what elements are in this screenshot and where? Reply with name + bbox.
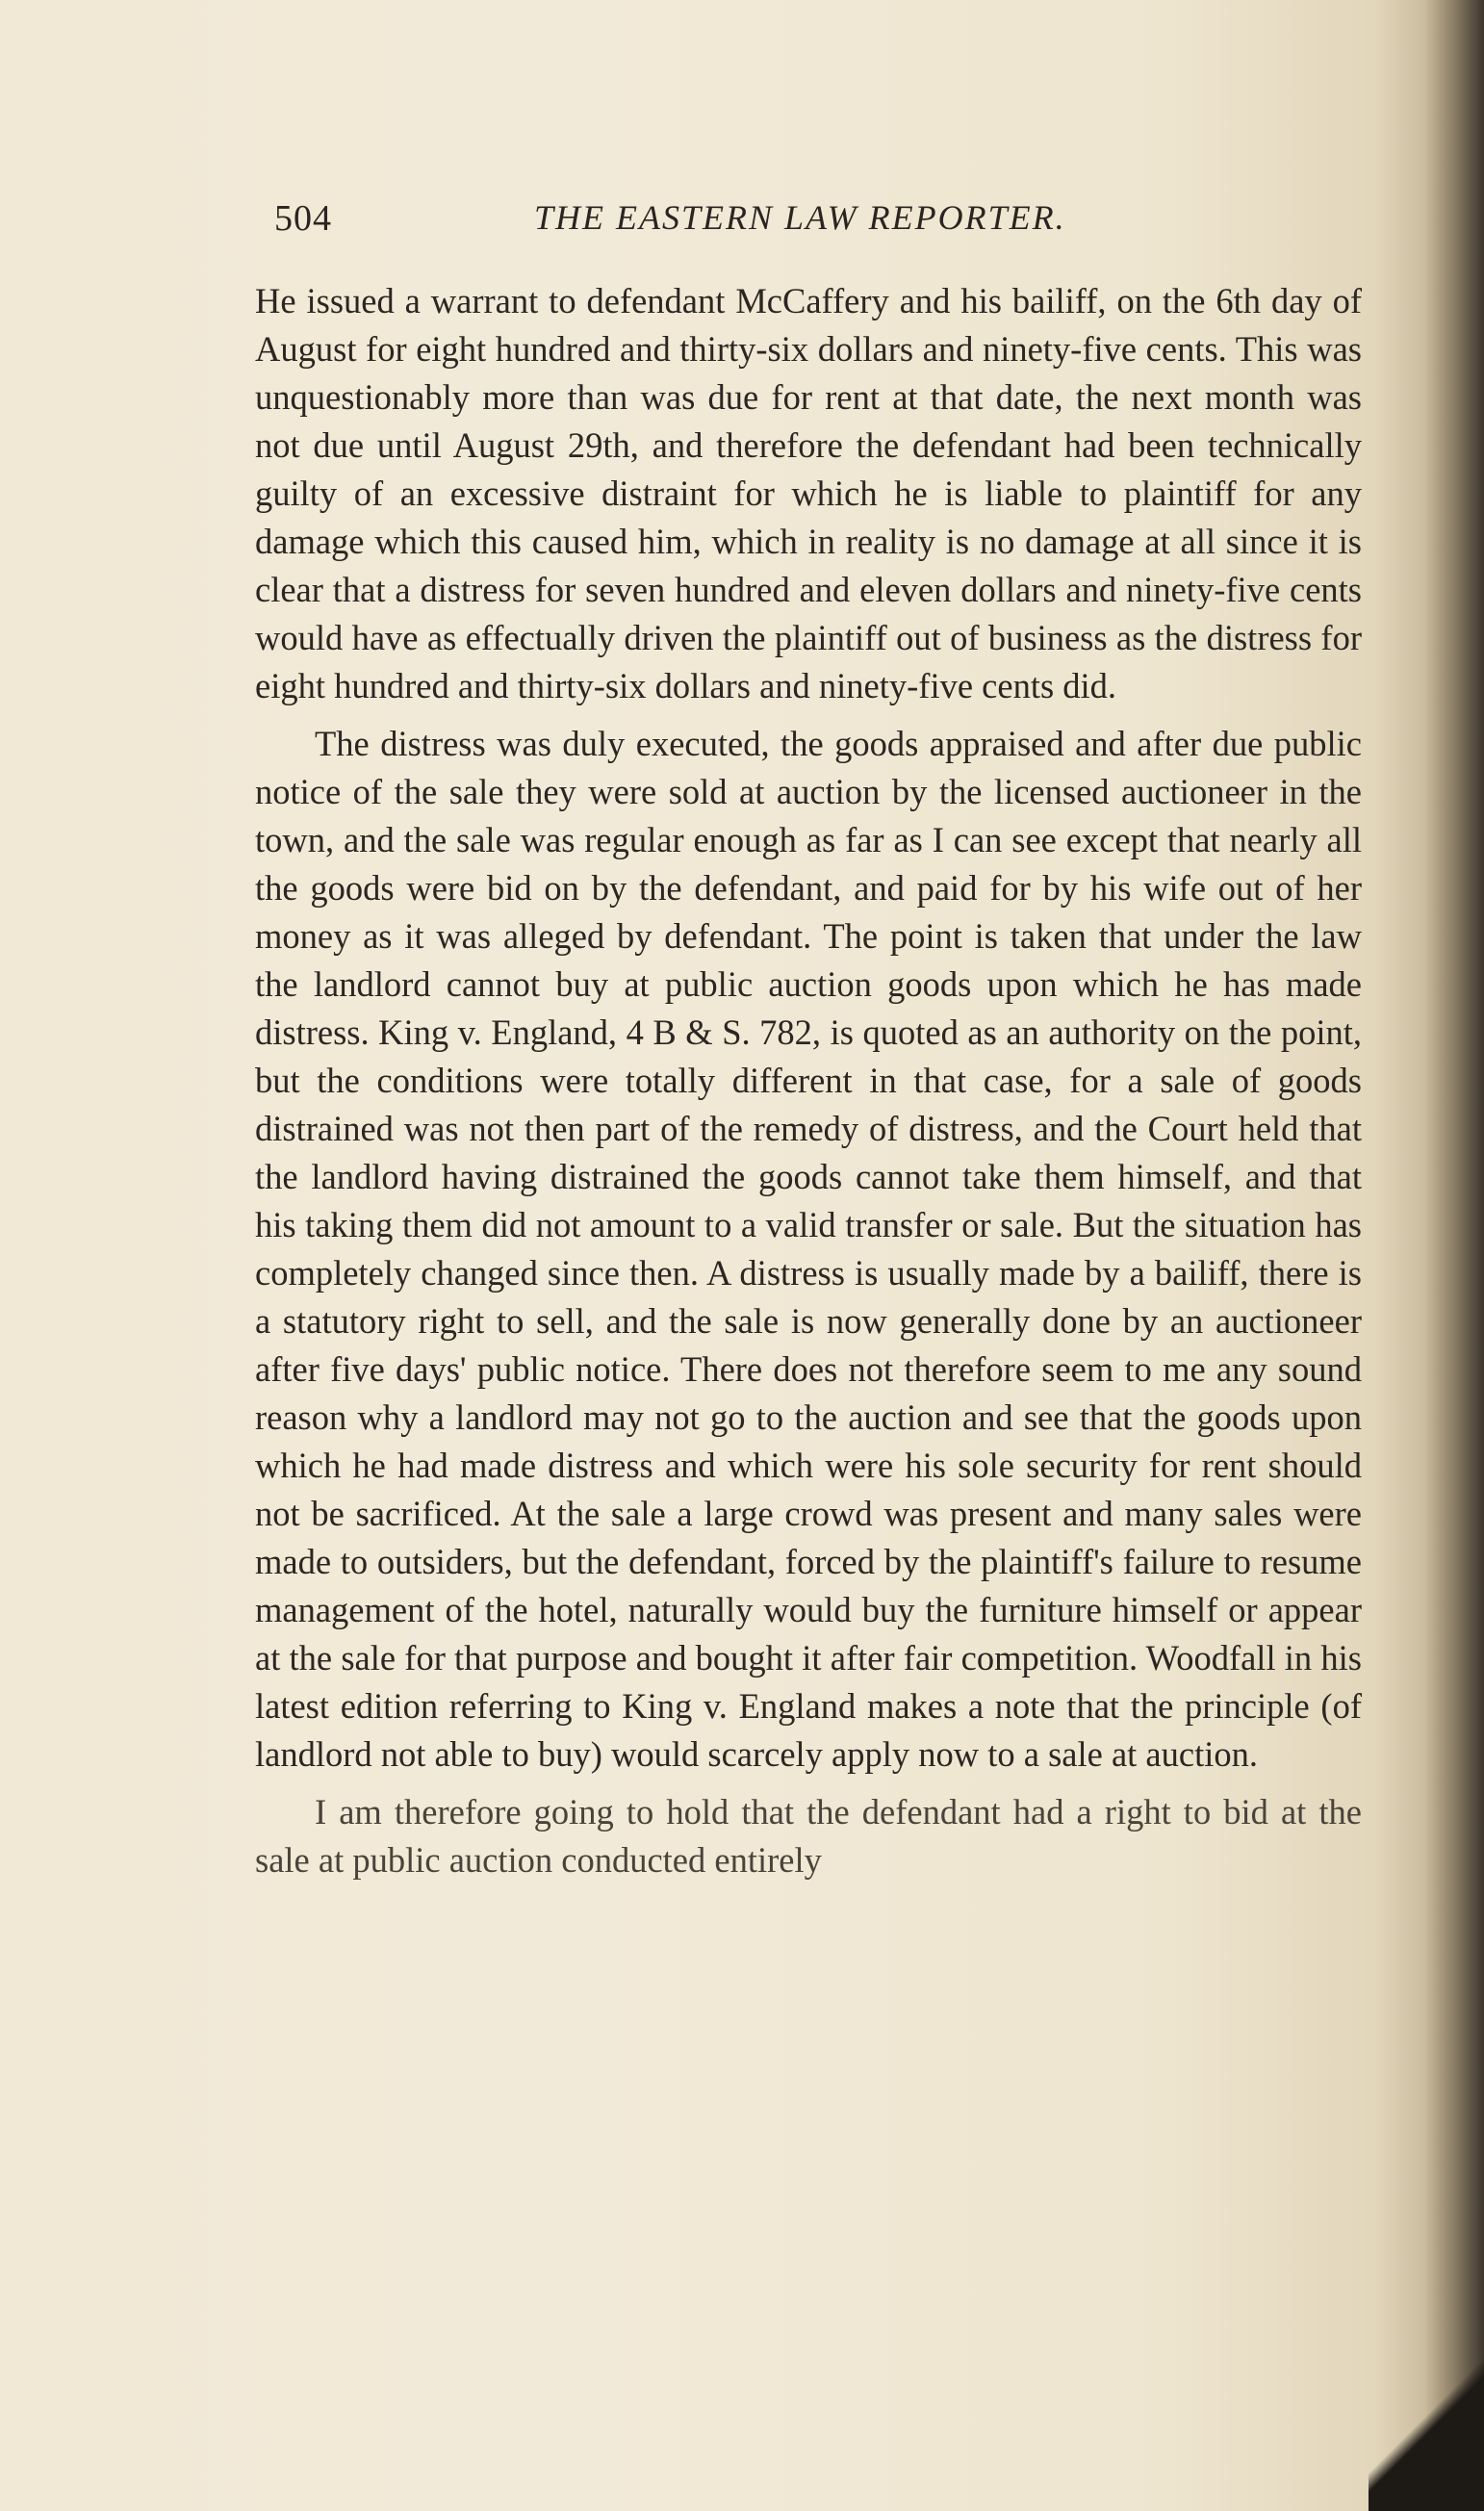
page-corner-shadow (1369, 2347, 1484, 2511)
paragraph-1: He issued a warrant to defendant McCaffery and his bailiff, on the 6th day of August for eight hundred and thirty-six dollars and ninety-five cents. This was unquestionably more than was due for rent at that date, the next month was not due until August 29th, and therefore the defendant had been technically guilty of an excessive distraint for which he is liable to plaintiff for any damage which this caused him, which in reality is no damage at all since it is clear that a distress for seven hundred and eleven dollars and ninety-five cents would have as effectually driven the plaintiff out of business as the distress for eight hundred and thirty-six dollars and ninety-five cents did. (255, 281, 1362, 705)
paragraph-2: The distress was duly executed, the goods appraised and after due public notice of the sale they were sold at auction by the licensed auctioneer in the town, and the sale was regular enough as far as I can see except that nearly all the goods were bid on by the defendant, and paid for by his wife out of her money as it was alleged by defendant. The point is taken that under the law the landlord cannot buy at public auction goods upon which he has made distress. King v. England, 4 B & S. 782, is quoted as an authority on the point, but the conditions were totally different in that case, for a sale of goods distrained was not then part of the remedy of distress, and the Court held that the landlord having distrained the goods cannot take them himself, and that his taking them did not amount to a valid transfer or sale. But the situation has completely changed since then. A distress is usually made by a bailiff, there is a statutory right to sell, and the sale is now generally done by an auctioneer after five days' public notice. There does not therefore seem to me any sound reason why a landlord may not go to the auction and see that the goods upon which he had made distress and which were his sole security for rent should not be sacrificed. At the sale a large crowd was present and many sales were made to outsiders, but the defendant, forced by the plaintiff's failure to resume management of the hotel, naturally would buy the furniture himself or appear at the sale for that purpose and bought it after fair competition. Woodfall in his latest edition referring to King v. England makes a note that the principle (of landlord not able to buy) would scarcely apply now to a sale at auction. (255, 724, 1362, 1774)
page-header (274, 197, 1362, 255)
running-title: THE EASTERN LAW REPORTER. (534, 198, 1066, 237)
body-text (255, 277, 1362, 1894)
book-spine-shadow (1426, 0, 1484, 2511)
page-number: 504 (274, 198, 332, 239)
paragraph-3: I am therefore going to hold that the defendant had a right to bid at the sale at public auction conducted entirely (255, 1792, 1362, 1880)
